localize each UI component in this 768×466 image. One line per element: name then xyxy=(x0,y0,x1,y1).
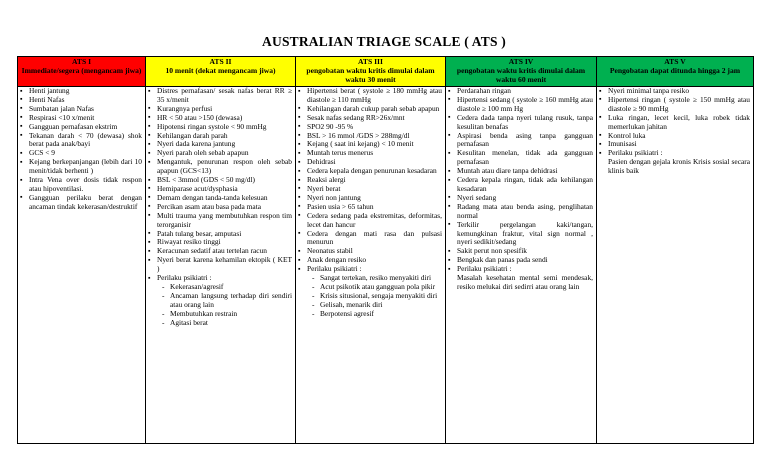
criteria-text: Gangguan perilaku berat dengan ancaman tindak kekerasan/destruktif xyxy=(29,192,142,211)
criteria-text: Kontrol luka xyxy=(608,130,646,140)
criteria-list xyxy=(296,87,445,319)
level-name: ATS I xyxy=(71,57,92,66)
criteria-text: Kehilangan darah parah xyxy=(157,130,228,140)
criteria-text: Tekanan darah < 70 (dewasa) shok berat pada anak/bayi xyxy=(29,130,142,149)
triage-table xyxy=(17,56,754,444)
criteria-item xyxy=(307,212,442,230)
criteria-item xyxy=(157,256,292,274)
criteria-text: Hipertensi berat ( systole ≥ 180 mmHg atau diastole ≥ 110 mmHg xyxy=(307,86,442,104)
level-name: ATS V xyxy=(664,57,686,66)
criteria-item xyxy=(608,149,750,176)
criteria-item xyxy=(29,176,142,194)
criteria-text: GCS < 9 xyxy=(29,148,55,158)
criteria-text: Mengantuk, penurunan respon oleh sebab apapun (GCS<13) xyxy=(157,157,292,176)
sub-item: - Agitasi berat xyxy=(170,319,292,328)
criteria-text: Sumbatan jalan Nafas xyxy=(29,103,94,113)
criteria-text: Multi trauma yang membutuhkan respon tim terorganisir xyxy=(157,210,292,229)
criteria-list xyxy=(146,87,295,327)
criteria-text: Perilaku psikiatri : xyxy=(307,264,362,274)
level-time: Pengobatan dapat ditunda hingga 2 jam xyxy=(609,66,741,76)
criteria-text: Perilaku psikiatri : xyxy=(157,273,212,283)
sub-item: - Acut psikotik atau gangguan pola pikir xyxy=(320,283,442,292)
criteria-item xyxy=(608,114,750,132)
criteria-ats-4 xyxy=(446,87,597,444)
criteria-item xyxy=(457,149,593,167)
criteria-text: Kejang berkepanjangan (lebih dari 10 menit/tidak berhenti ) xyxy=(29,157,142,176)
criteria-note: Pasien dengan gejala kronis Krisis sosial secara klinis baik xyxy=(608,157,750,176)
criteria-item xyxy=(457,132,593,150)
criteria-item xyxy=(457,114,593,132)
level-time: Immediate/segera (mengancam jiwa) xyxy=(21,66,142,76)
criteria-item xyxy=(457,221,593,248)
criteria-text: BSL < 3mmol (GDS < 50 mg/dl) xyxy=(157,175,255,185)
sub-item: - Ancaman langsung terhadap diri sendiri atau orang lain xyxy=(170,292,292,310)
criteria-item xyxy=(157,87,292,105)
criteria-text: Cedera kepala dengan penurunan kesadaran xyxy=(307,166,437,176)
criteria-text: Kejang ( saat ini kejang) < 10 menit xyxy=(307,139,414,149)
criteria-text: Cedera sedang pada ekstremitas, deformitas, lecet dan hancur xyxy=(307,210,442,229)
criteria-text: Nyeri dada karena jantung xyxy=(157,139,236,149)
criteria-list xyxy=(446,87,596,292)
criteria-text: Luka ringan, lecet kecil, luka robek tidak memerlukan jahitan xyxy=(608,112,750,131)
criteria-note: Masalah kesehatan mental semi mendesak, resiko melukai diri sedirri atau orang lain xyxy=(457,273,593,291)
criteria-text: Anak dengan resiko xyxy=(307,255,367,265)
criteria-text: Cedera dengan mati rasa dan pulsasi menurun xyxy=(307,228,442,247)
criteria-text: Nyeri berat karena kehamilan ektopik ( KET ) xyxy=(157,255,292,274)
criteria-text: Gangguan pernafasan ekstrim xyxy=(29,121,118,131)
criteria-item xyxy=(29,132,142,150)
criteria-text: Riwayat resiko tinggi xyxy=(157,237,221,247)
sub-item: - Kekerasan/agresif xyxy=(170,283,292,292)
criteria-text: BSL > 16 mmol /GDS > 288mg/dl xyxy=(307,130,410,140)
criteria-item xyxy=(307,230,442,248)
criteria-ats-1 xyxy=(18,87,146,444)
criteria-text: HR < 50 atau >150 (dewasa) xyxy=(157,112,243,122)
criteria-ats-5 xyxy=(597,87,754,444)
criteria-text: Kurangnya perfusi xyxy=(157,103,213,113)
criteria-item xyxy=(157,158,292,176)
criteria-text: Nyeri parah oleh sebab apapun xyxy=(157,148,249,158)
page-title: AUSTRALIAN TRIAGE SCALE ( ATS ) xyxy=(262,34,506,49)
criteria-text: Reaksi alergi xyxy=(307,175,346,185)
criteria-text: Perilaku psikiatri : xyxy=(608,148,663,158)
criteria-text: Distres pernafasan/ sesak nafas berat RR ≥ 35 x/menit xyxy=(157,86,292,104)
criteria-text: Respirasi <10 x/menit xyxy=(29,112,95,122)
criteria-text: Kesulitan menelan, tidak ada gangguan pernafasan xyxy=(457,148,593,167)
level-name: ATS IV xyxy=(508,57,534,66)
criteria-list xyxy=(18,87,145,212)
level-name: ATS II xyxy=(209,57,232,66)
sub-list xyxy=(157,283,292,328)
criteria-item xyxy=(29,194,142,212)
header-ats-1 xyxy=(18,57,146,87)
criteria-text: Pasien usia > 65 tahun xyxy=(307,201,374,211)
sub-item: - Gelisah, menarik diri xyxy=(320,301,442,310)
header-ats-4 xyxy=(446,57,597,87)
criteria-text: Hipotensi ringan systole < 90 mmHg xyxy=(157,121,267,131)
level-time: pengobatan waktu kritis dimulai dalam waktu 60 menit xyxy=(456,66,586,85)
header-ats-5 xyxy=(597,57,754,87)
criteria-item xyxy=(457,176,593,194)
criteria-item xyxy=(29,158,142,176)
level-time: pengobatan waktu kritis dimulai dalam waktu 30 menit xyxy=(306,66,435,85)
criteria-text: Nyeri berat xyxy=(307,183,341,193)
criteria-item xyxy=(457,203,593,221)
criteria-text: Neonatus stabil xyxy=(307,246,353,256)
criteria-text: Nyeri minimal tanpa resiko xyxy=(608,86,690,95)
criteria-item xyxy=(457,96,593,114)
criteria-text: Aspirasi benda asing tanpa gangguan pernafasan xyxy=(457,130,593,149)
header-ats-3 xyxy=(296,57,446,87)
criteria-text: Keracunan sedatif atau tertelan racun xyxy=(157,246,267,256)
criteria-text: Perilaku psikiatri : xyxy=(457,264,512,274)
criteria-text: Terkilir pergelangan kaki/tangan, kemungkinan fraktur, vital sign normal , nyeri sedikit/sedang xyxy=(457,219,593,247)
criteria-text: Patah tulang besar, amputasi xyxy=(157,228,242,238)
criteria-text: Cedera kepala ringan, tidak ada kehilangan kesadaran xyxy=(457,175,593,193)
criteria-item xyxy=(307,265,442,318)
criteria-text: Imunisasi xyxy=(608,139,637,149)
criteria-text: Hipertensi ringan ( systole ≥ 150 mmHg atau diastole ≥ 90 mmHg xyxy=(608,94,750,113)
criteria-text: Hipertensi sedang ( systole ≥ 160 mmHg atau diastole ≥ 100 mm Hg xyxy=(457,94,593,113)
criteria-text: Hemiparase acut/dysphasia xyxy=(157,183,238,193)
sub-item: - Membutuhkan restrain xyxy=(170,310,292,319)
criteria-text: Sakit perut non spesifik xyxy=(457,246,527,256)
sub-item: - Berpotensi agresif xyxy=(320,310,442,319)
criteria-text: Muntah atau diare tanpa dehidrasi xyxy=(457,166,558,176)
level-name: ATS III xyxy=(358,57,383,66)
level-time: 10 menit (dekat mengancam jiwa) xyxy=(165,66,276,76)
criteria-list xyxy=(597,87,753,176)
criteria-text: Bengkak dan panas pada sendi xyxy=(457,255,548,265)
sub-item: - Sangat tertekan, resiko menyakiti diri xyxy=(320,274,442,283)
header-ats-2 xyxy=(146,57,296,87)
sub-list xyxy=(307,274,442,319)
criteria-text: Sesak nafas sedang RR>26x/mnt xyxy=(307,112,405,122)
criteria-text: Muntah terus menerus xyxy=(307,148,374,158)
criteria-text: Radang mata atau benda asing, penglihatan normal xyxy=(457,201,593,220)
criteria-text: Nyeri sedang xyxy=(457,192,497,202)
criteria-ats-3 xyxy=(296,87,446,444)
criteria-text: Kehilangan darah cukup parah sebab apapun xyxy=(307,103,440,113)
criteria-item xyxy=(307,87,442,105)
criteria-text: Perdarahan ringan xyxy=(457,86,511,95)
criteria-text: SPO2 90 -95 % xyxy=(307,121,354,131)
criteria-text: Nyeri non jantung xyxy=(307,192,361,202)
criteria-item xyxy=(157,274,292,327)
criteria-text: Percikan asam atau basa pada mata xyxy=(157,201,262,211)
criteria-text: Henti Nafas xyxy=(29,94,65,104)
sub-item: - Krisis situsional, sengaja menyakiti diri xyxy=(320,292,442,301)
criteria-item xyxy=(157,212,292,230)
criteria-item xyxy=(457,265,593,292)
criteria-ats-2 xyxy=(146,87,296,444)
criteria-text: Cedera dada tanpa nyeri tulang rusuk, tanpa kesulitan benafas xyxy=(457,112,593,131)
criteria-item xyxy=(608,96,750,114)
criteria-text: Henti jantung xyxy=(29,86,70,95)
criteria-text: Intra Vena over dosis tidak respon atau hipoventilasi. xyxy=(29,175,142,193)
criteria-text: Dehidrasi xyxy=(307,157,336,167)
criteria-text: Demam dengan tanda-tanda kelesuan xyxy=(157,192,268,202)
